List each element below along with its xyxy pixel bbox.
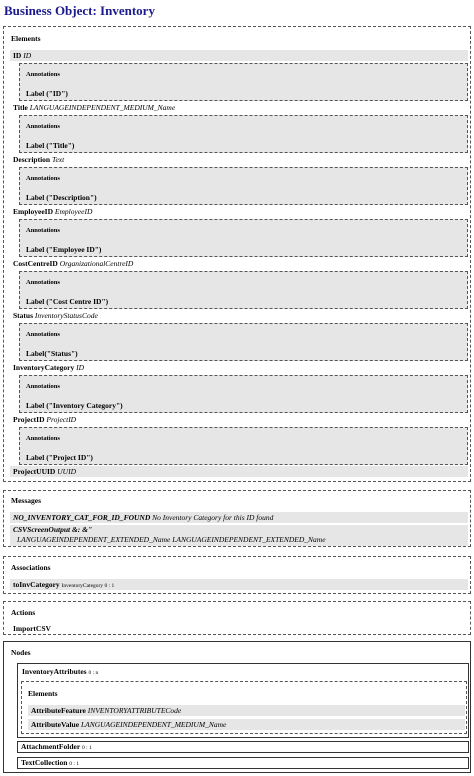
element-name: Description bbox=[13, 155, 51, 164]
element-row-title[interactable] bbox=[10, 102, 468, 113]
element-row-employeeid[interactable] bbox=[10, 206, 468, 217]
element-type: LANGUAGEINDEPENDENT_MEDIUM_Name bbox=[80, 720, 227, 729]
annotations-box bbox=[19, 219, 468, 257]
node-cardinality: 0 : 1 bbox=[82, 745, 92, 751]
annotations-heading: Annotations bbox=[26, 175, 60, 182]
element-row-projectuuid[interactable] bbox=[10, 466, 468, 477]
element-type: InventoryStatusCode bbox=[34, 311, 98, 320]
element-name: AttributeFeature bbox=[31, 706, 86, 715]
node-cardinality: 0 : 1 bbox=[69, 761, 80, 767]
element-row-costcentreid[interactable] bbox=[10, 258, 468, 269]
message-text: No Inventory Category for this ID found bbox=[152, 513, 274, 522]
annotations-box bbox=[19, 323, 468, 361]
page-title: Business Object: Inventory bbox=[4, 3, 155, 18]
annotations-box bbox=[19, 115, 468, 153]
message-row-1[interactable] bbox=[10, 512, 468, 523]
element-type: ID bbox=[23, 51, 32, 60]
annotations-box bbox=[19, 375, 468, 413]
annotations-heading: Annotations bbox=[26, 123, 60, 130]
annotations-heading: Annotations bbox=[26, 383, 60, 390]
element-row-projectid[interactable] bbox=[10, 414, 468, 425]
node-element-attribute-feature[interactable] bbox=[28, 705, 465, 716]
element-type: ProjectID bbox=[46, 415, 77, 424]
element-type: ID bbox=[76, 363, 85, 372]
annotations-box bbox=[19, 167, 468, 205]
annotation-label: Label ("Cost Centre ID") bbox=[26, 297, 109, 306]
node-text-collection-label bbox=[18, 757, 318, 768]
association-target: InventoryCategory 0 : 1 bbox=[61, 583, 115, 589]
node-name: AttachmentFolder bbox=[21, 742, 81, 751]
message-name: NO_INVENTORY_CAT_FOR_ID_FOUND bbox=[13, 513, 151, 522]
associations-heading: Associations bbox=[11, 563, 51, 572]
element-type: Text bbox=[51, 155, 65, 164]
annotations-heading: Annotations bbox=[26, 279, 60, 286]
annotation-label: Label ("Title") bbox=[26, 141, 75, 150]
annotation-label: Label ("Inventory Category") bbox=[26, 401, 123, 410]
element-name: Title bbox=[13, 103, 28, 112]
annotations-box bbox=[19, 63, 468, 101]
element-type: LANGUAGEINDEPENDENT_MEDIUM_Name bbox=[29, 103, 176, 112]
annotations-heading: Annotations bbox=[26, 71, 60, 78]
elements-heading: Elements bbox=[11, 34, 41, 43]
annotations-heading: Annotations bbox=[26, 227, 60, 234]
annotation-label: Label ("Description") bbox=[26, 193, 97, 202]
element-row-id[interactable] bbox=[10, 50, 468, 61]
annotations-box bbox=[19, 427, 468, 465]
message-text-2: LANGUAGEINDEPENDENT_EXTENDED_Name LANGUAGEINDEPENDENT_EXTENDED_Name bbox=[17, 535, 326, 544]
annotation-label: Label("Status") bbox=[26, 349, 78, 358]
element-type: OrganizationalCentreID bbox=[59, 259, 134, 268]
annotations-heading: Annotations bbox=[26, 435, 60, 442]
element-name: EmployeeID bbox=[13, 207, 53, 216]
element-type: UUID bbox=[57, 467, 76, 476]
messages-heading: Messages bbox=[11, 496, 41, 505]
annotations-box bbox=[19, 271, 468, 309]
association-name: toInvCategory bbox=[13, 580, 60, 589]
node-element-attribute-value[interactable] bbox=[28, 719, 465, 730]
element-name: ProjectUUID bbox=[13, 467, 56, 476]
nodes-heading: Nodes bbox=[11, 648, 31, 657]
actions-heading: Actions bbox=[11, 608, 36, 617]
node-name: TextCollection bbox=[21, 758, 68, 767]
element-name: CostCentreID bbox=[13, 259, 58, 268]
element-name: ProjectID bbox=[13, 415, 45, 424]
element-type: INVENTORYATTRIBUTECode bbox=[87, 706, 182, 715]
node-cardinality: 0 : n bbox=[88, 670, 99, 676]
annotations-heading: Annotations bbox=[26, 331, 60, 338]
element-name: InventoryCategory bbox=[13, 363, 75, 372]
annotation-label: Label ("Employee ID") bbox=[26, 245, 102, 254]
node-attachment-folder-label bbox=[18, 741, 318, 752]
node-name: InventoryAttributes bbox=[22, 667, 87, 676]
element-row-status[interactable] bbox=[10, 310, 468, 321]
element-type: EmployeeID bbox=[54, 207, 93, 216]
element-name: ID bbox=[13, 51, 22, 60]
message-row-2[interactable] bbox=[10, 525, 468, 546]
element-name: AttributeValue bbox=[31, 720, 80, 729]
annotation-label: Label ("ID") bbox=[26, 89, 68, 98]
element-name: Status bbox=[13, 311, 34, 320]
node-inventory-attributes-header[interactable] bbox=[19, 666, 319, 677]
element-row-inventorycategory[interactable] bbox=[10, 362, 468, 373]
annotation-label: Label ("Project ID") bbox=[26, 453, 93, 462]
association-row[interactable] bbox=[10, 579, 468, 590]
action-import-csv[interactable]: ImportCSV bbox=[13, 624, 51, 633]
node-elements-heading: Elements bbox=[28, 689, 58, 698]
message-name-2: CSVScreenOutput &: &" bbox=[13, 525, 93, 534]
element-row-description[interactable] bbox=[10, 154, 468, 165]
